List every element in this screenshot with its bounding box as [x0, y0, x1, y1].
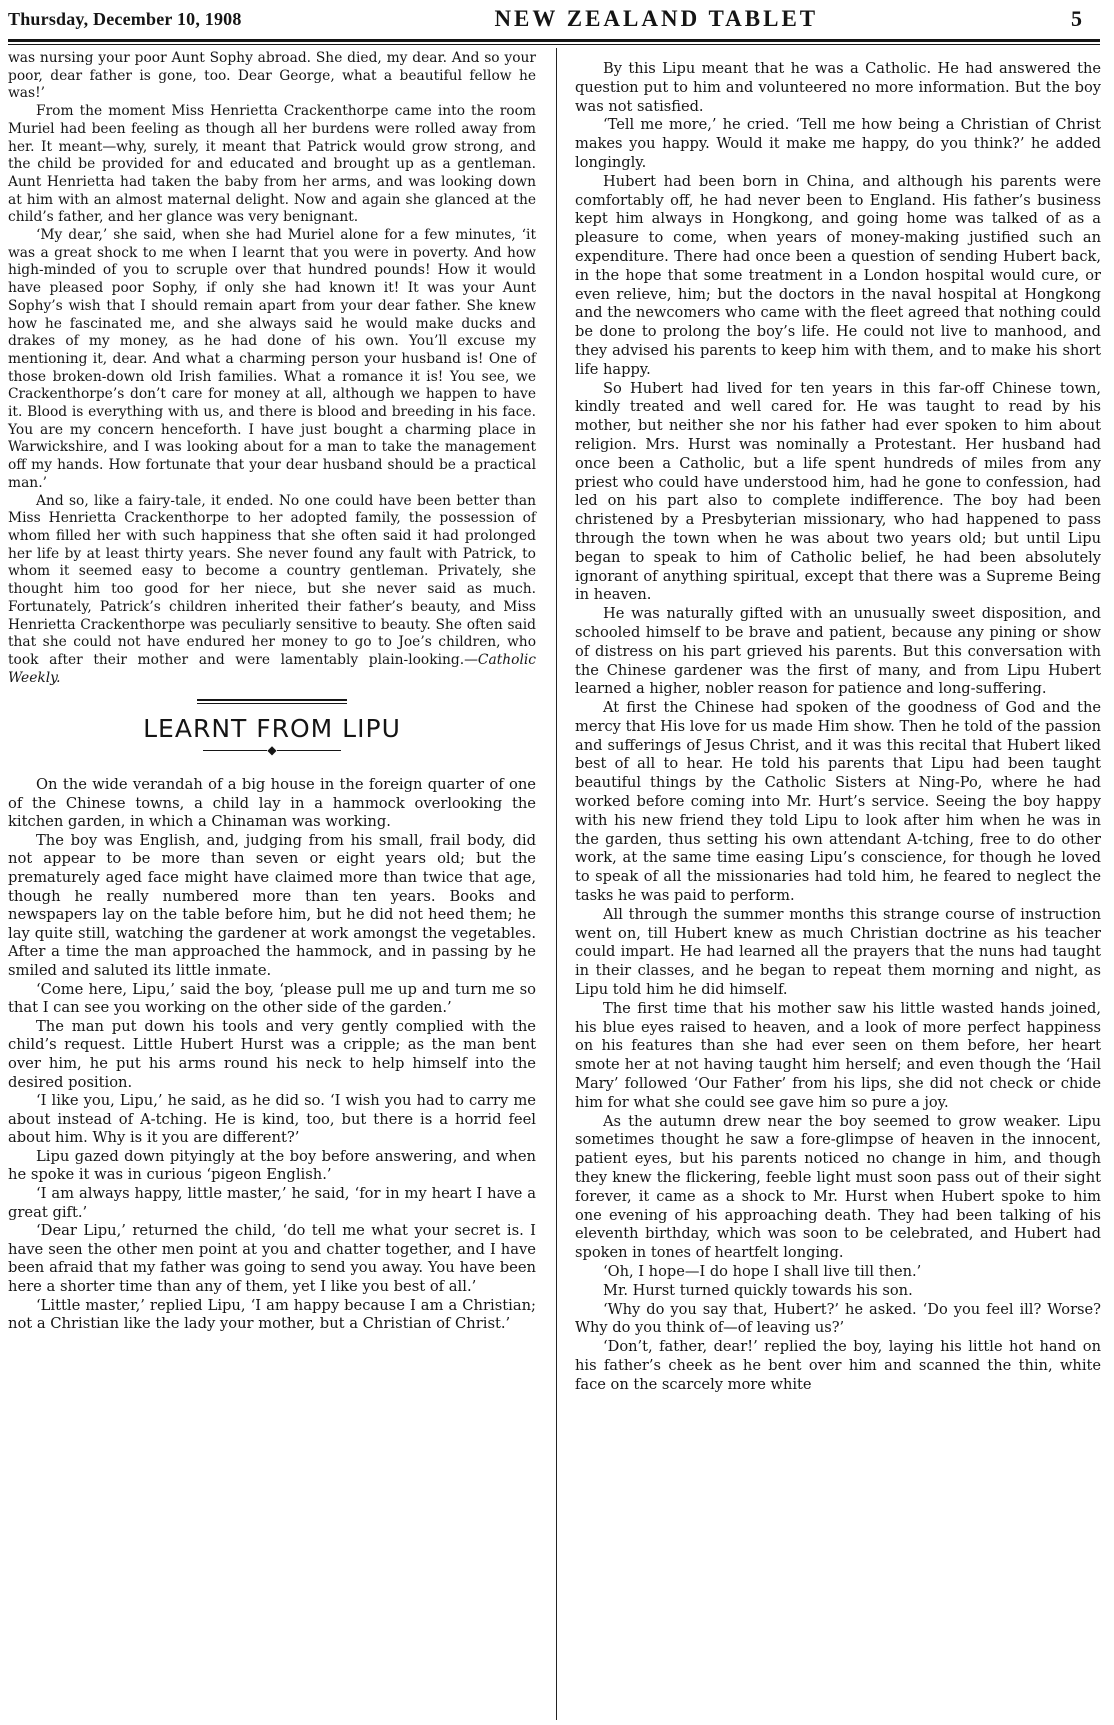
- page-number: 5: [1071, 6, 1082, 31]
- paragraph-text: And so, like a fairy-tale, it ended. No one could have been better than Miss Henrietta Crackenthorpe to her adopted family, the possession of whom filled her with such happiness that she often said it had prolonged her life by at least thirty years. She never found any fault with Patrick, to whom it seemed easy to become a country gentleman. Privately, she thought him too good for her niece, but she never said as much. Fortunately, Patrick’s children inherited their father’s beauty, and Miss Henrietta Crackenthorpe was peculiarly sensitive to beauty. She often said that she could not have endured her money to go to Joe’s children, who took after their mother and were lamentably plain-looking.—: [8, 492, 536, 668]
- paragraph: was nursing your poor Aunt Sophy abroad. She died, my dear. And so your poor, dear father is gone, too. Dear George, what a beautiful fellow he was!’: [8, 50, 536, 102]
- paragraph: So Hubert had lived for ten years in this far-off Chinese town, kindly treated and well cared for. He was taught to read by his mother, but neither she nor his father had ever spoken to him about religion. Mrs. Hurst was nominally a Protestant. Her husband had once been a Catholic, but a life spent hundreds of miles from any priest who could have understood him, had he gone to confession, had led on his part also to complete indifference. The boy had been christened by a Presbyterian missionary, who had happened to pass through the town when he was about two years old; but until Lipu began to speak to him of Catholic belief, he had been absolutely ignorant of anything spiritual, except that there was a Supreme Being in heaven.: [575, 379, 1101, 604]
- source-credit: Catholic Weekly.: [8, 651, 536, 686]
- left-column: [8, 50, 536, 1334]
- article-title: LEARNT FROM LIPU: [143, 714, 401, 744]
- paragraph: The first time that his mother saw his little wasted hands joined, his blue eyes raised to heaven, and a look of more perfect happiness on his features than she had ever seen on them before, her heart smote her at not having taught him herself; and even though the ‘Hail Mary’ followed ‘Our Father’ from his lips, she did not check or chide him for what she could see gave him so pure a joy.: [575, 999, 1101, 1111]
- paragraph: ‘Oh, I hope—I do hope I shall live till then.’: [603, 1263, 922, 1280]
- article-body: [8, 776, 536, 1334]
- paragraph-with-source: [8, 493, 536, 688]
- paragraph: From the moment Miss Henrietta Crackenthorpe came into the room Muriel had been feeling as though all her burdens were rolled away from her. It meant—why, surely, it meant that Patrick would grow strong, and the child be provided for and educated and brought up as a gentleman. Aunt Henrietta had taken the baby from her arms, and was looking down at him with an almost maternal delight. Now and again she glanced at the child’s father, and her glance was very benignant.: [8, 103, 536, 226]
- paragraph: On the wide verandah of a big house in the foreign quarter of one of the Chinese towns, a child lay in a hammock overlooking the kitchen garden, in which a Chinaman was working.: [8, 776, 536, 831]
- page-header: [8, 4, 1100, 34]
- paragraph: Hubert had been born in China, and although his parents were comfortably off, he had never been to England. His father’s business kept him always in Hongkong, and going home was talked of as a pleasure to come, when years of money-making justified such an expenditure. There had once been a question of sending Hubert back, in the hope that some treatment in a London hospital would cure, or even relieve, him; but the doctors in the naval hospital at Hongkong and the newcomers who came with the fleet agreed that nothing could be done to prolong the boy’s life. He could not live to manhood, and they advised his parents to keep him with them, and to make his short life happy.: [575, 172, 1101, 378]
- title-ornament: [8, 744, 536, 756]
- diamond-icon: ◆: [267, 743, 277, 758]
- ornament-line: [203, 750, 267, 751]
- header-rule-thin: [8, 44, 1100, 45]
- paragraph: The boy was English, and, judging from his small, frail body, did not appear to be more than seven or eight years old; but the prematurely aged face might have claimed more than twice that age, though he really numbered more than ten years. Books and newspapers lay on the table before him, but he did not heed them; he lay quite still, watching the gardener at work amongst the vegetables. After a time the man approached the hammock, and in passing by he smiled and saluted its little inmate.: [8, 831, 536, 979]
- paragraph: ‘Don’t, father, dear!’ replied the boy, laying his little hot hand on his father’s cheek as he bent over him and scanned the thin, white face on the scarcely more white: [575, 1338, 1101, 1393]
- paragraph: All through the summer months this strange course of instruction went on, till Hubert knew as much Christian doctrine as his teacher could impart. He had learned all the prayers that the nuns had taught in their classes, and he began to repeat them morning and night, as Lipu told him he did himself.: [575, 905, 1101, 999]
- paragraph: ‘I am always happy, little master,’ he said, ‘for in my heart I have a great gift.’: [8, 1185, 536, 1221]
- paragraph: He was naturally gifted with an unusually sweet disposition, and schooled himself to be brave and patient, because any pining or show of distress on his part grieved his parents. But this conversation with the Chinese gardener was the first of many, and from Lipu Hubert learned a higher, nobler reason for patience and long-suffering.: [575, 605, 1101, 698]
- paragraph: ‘Little master,’ replied Lipu, ‘I am happy because I am a Christian; not a Christian like the lady your mother, but a Christian of Christ.’: [8, 1296, 536, 1333]
- paragraph: By this Lipu meant that he was a Catholic. He had answered the question put to him and volunteered no more information. But the boy was not satisfied.: [575, 60, 1101, 115]
- paragraph: Mr. Hurst turned quickly towards his son.: [603, 1281, 913, 1299]
- masthead-title: NEW ZEALAND TABLET: [494, 6, 819, 31]
- section-separator: [197, 699, 347, 704]
- issue-date: Thursday, December 10, 1908: [8, 8, 242, 29]
- paragraph: ‘Come here, Lipu,’ said the boy, ‘please pull me up and turn me so that I can see you working on the other side of the garden.’: [8, 980, 536, 1017]
- right-column: [575, 60, 1101, 1395]
- paragraph: ‘Why do you say that, Hubert?’ he asked. ‘Do you feel ill? Worse? Why do you think of—of leaving us?’: [575, 1300, 1101, 1337]
- ornament-line: [277, 750, 341, 751]
- paragraph: The man put down his tools and very gently complied with the child’s request. Little Hubert Hurst was a cripple; as the man bent over him, he put his arms round his neck to help himself into the desired position.: [8, 1017, 536, 1091]
- header-rule: [8, 39, 1100, 42]
- paragraph: As the autumn drew near the boy seemed to grow weaker. Lipu sometimes thought he saw a fore-glimpse of heaven in the innocent, patient eyes, but his parents noticed no change in him, and though they knew the flickering, feeble light must soon pass out of their sight forever, it came as a shock to Mr. Hurst when Hubert spoke to him one evening of his approaching death. They had been talking of his eleventh birthday, which was soon to be celebrated, and Hubert had spoken in tones of heartfelt longing.: [575, 1112, 1101, 1262]
- paragraph: ‘Tell me more,’ he cried. ‘Tell me how being a Christian of Christ makes you happy. Would it make me happy, do you think?’ he added longingly.: [575, 116, 1101, 171]
- paragraph: At first the Chinese had spoken of the goodness of God and the mercy that His love for us made Him show. Then he told of the passion and sufferings of Jesus Christ, and it was this recital that Hubert liked best of all to hear. He told his parents that Lipu had been taught beautiful things by the Catholic Sisters at Ning-Po, where he had worked before coming into Mr. Hurt’s service. Seeing the boy happy with his new friend they told Lipu to look after him when he was in the garden, thus setting his own attendant A-tching, free to do other work, at the same time easing Lipu’s conscience, for though he loved to speak of all the missionaries had told him, he feared to neglect the tasks he was paid to perform.: [575, 699, 1101, 905]
- paragraph: ‘Dear Lipu,’ returned the child, ‘do tell me what your secret is. I have seen the other men point at you and chatter together, and I have been afraid that my father was going to send you away. You have been here a shorter time than any of them, yet I like you best of all.’: [8, 1222, 536, 1296]
- column-divider: [556, 48, 557, 1720]
- paragraph: ‘I like you, Lipu,’ he said, as he did so. ‘I wish you had to carry me about instead of A-tching. He is kind, too, but there is a horrid feel about him. Why is it you are different?’: [8, 1092, 536, 1147]
- paragraph: Lipu gazed down pityingly at the boy before answering, and when he spoke it was in curious ‘pigeon English.’: [8, 1147, 536, 1184]
- paragraph: ‘My dear,’ she said, when she had Muriel alone for a few minutes, ‘it was a great shock to me when I learnt that you were in poverty. And how high-minded of you to scruple over that hundred pounds! How it would have pleased poor Sophy, if only she had known it! It was your Aunt Sophy’s wish that I should remain apart from your dear father. She knew how he fascinated me, and she always said he would make ducks and drakes of my money, as he had done of his own. You’ll excuse my mentioning it, dear. And what a charming person your husband is! One of those broken-down old Irish families. What a romance it is! You see, we Crackenthorpe’s don’t care for money at all, although we happen to have it. Blood is everything with us, and there is blood and breeding in his face. You are my concern henceforth. I have just bought a charming place in Warwickshire, and I was looking about for a man to take the management off my hands. How fortunate that your dear husband should be a practical man.’: [8, 227, 536, 491]
